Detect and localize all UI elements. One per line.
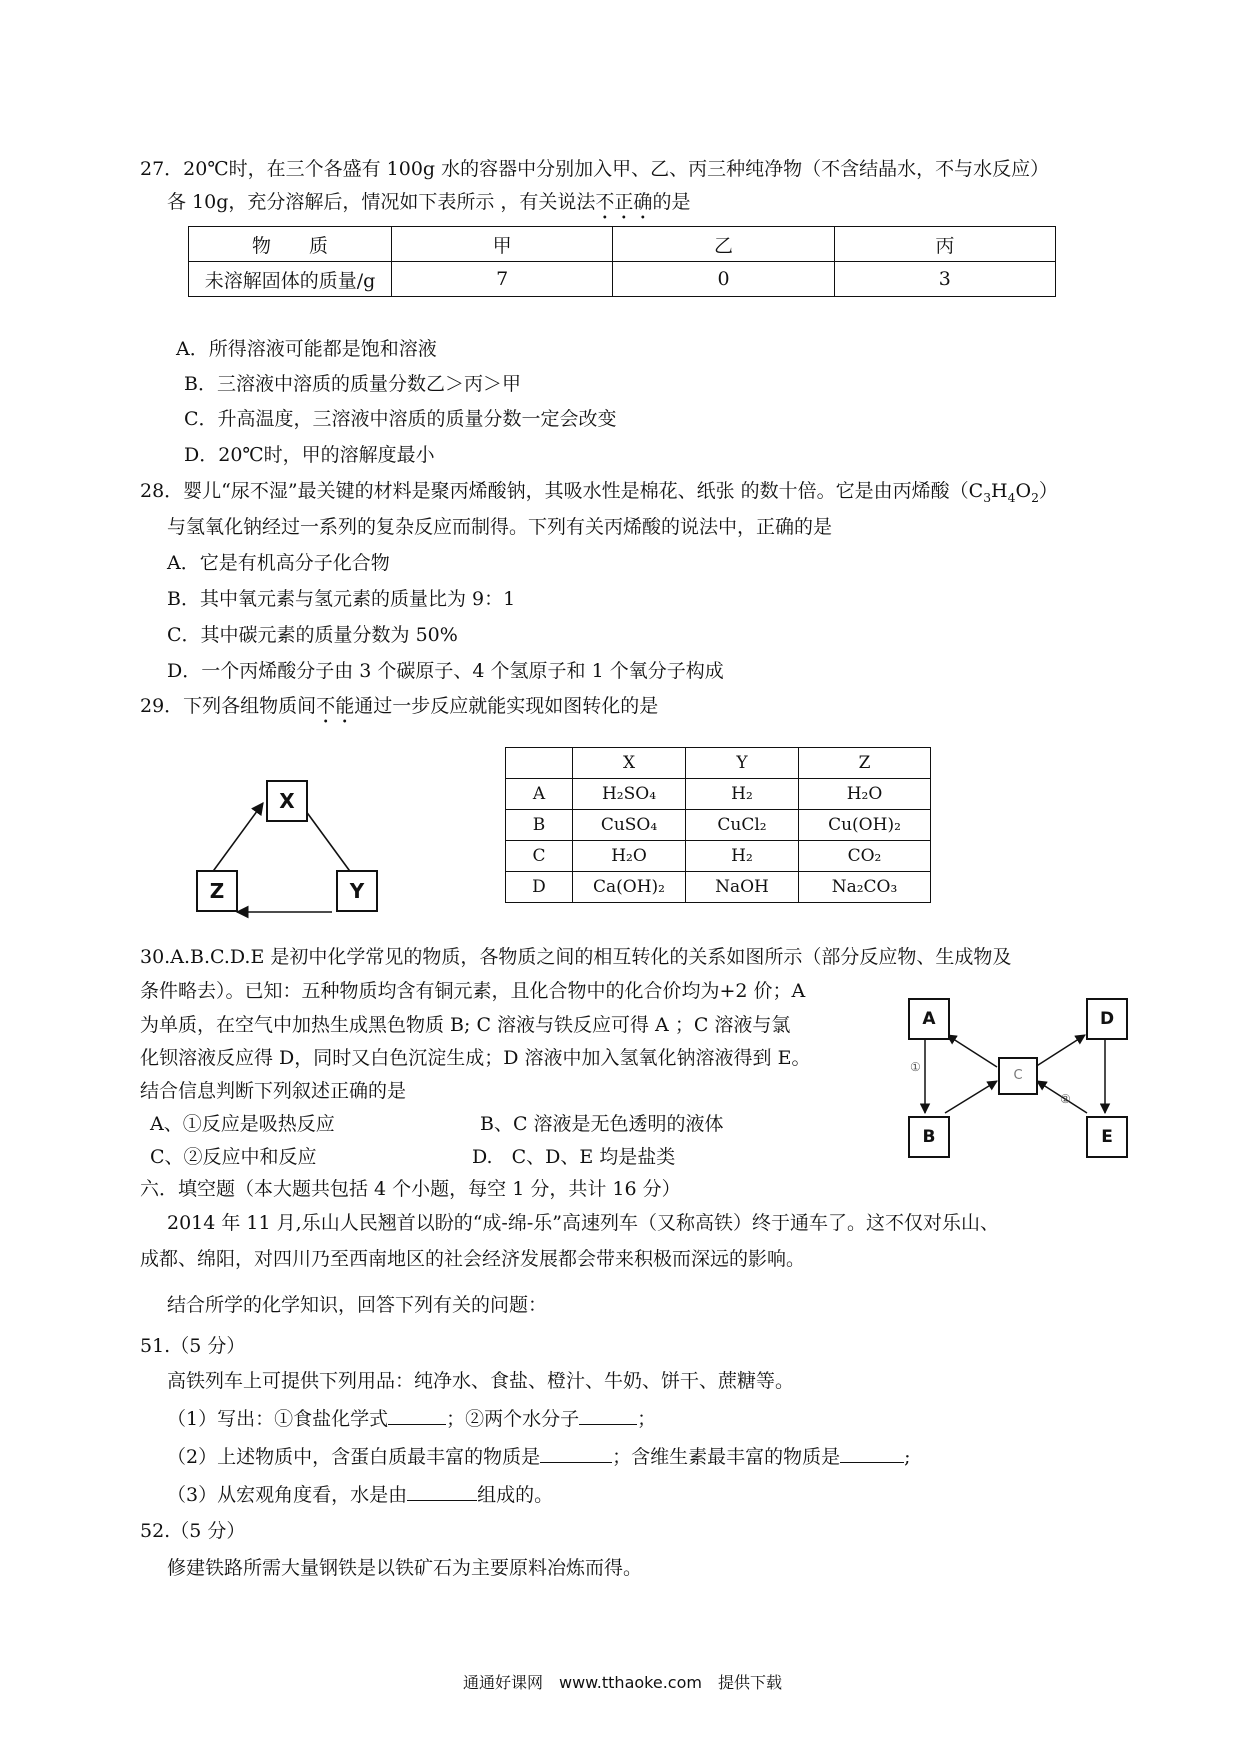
q51-part2-end: ;	[904, 1446, 911, 1468]
q51-part3-text: （3）从宏观角度看，水是由	[167, 1484, 408, 1506]
q27-stem-post: 的是	[652, 191, 691, 213]
answer-blank[interactable]	[388, 1406, 446, 1425]
table-cell: Cu(OH)₂	[799, 810, 931, 841]
node-a: A	[908, 998, 950, 1040]
q27-stem-pre: 各 10g，充分溶解后，情况如下表所示 ，有关说法	[167, 191, 596, 213]
q51-part1-text2: ；②两个水分子	[446, 1408, 580, 1430]
table-row	[189, 227, 1056, 262]
q30-stem-line3: 为单质，在空气中加热生成黑色物质 B; C 溶液与铁反应可得 A ；C 溶液与氯	[140, 1014, 791, 1036]
table-cell: CuCl₂	[686, 810, 799, 841]
table-cell: B	[506, 810, 573, 841]
q29-table	[505, 747, 931, 903]
table-cell: 0	[613, 262, 834, 297]
table-row	[506, 841, 931, 872]
table-cell: H₂SO₄	[573, 779, 686, 810]
q27-option-d: D．20℃时，甲的溶解度最小	[184, 444, 435, 466]
q30-option-d: D. C、D、E 均是盐类	[472, 1146, 676, 1168]
q27-stem-line2	[167, 191, 690, 224]
q27-option-b: B．三溶液中溶质的质量分数乙＞丙＞甲	[184, 373, 521, 395]
reaction-marker-2: ②	[1060, 1092, 1071, 1106]
q30-option-a: A、①反应是吸热反应	[150, 1113, 335, 1135]
table-row	[506, 872, 931, 903]
table-cell: Z	[799, 748, 931, 779]
q51-part1-text: （1）写出：①食盐化学式	[167, 1408, 389, 1430]
q30-stem-line2: 条件略去）。已知：五种物质均含有铜元素，且化合物中的化合价均为+2 价；A	[140, 980, 806, 1002]
page-footer: 通通好课网 www.tthaoke.com 提供下载	[463, 1673, 782, 1692]
table-cell: 丙	[834, 227, 1055, 262]
table-cell: Ca(OH)₂	[573, 872, 686, 903]
q30-stem-line1: 30.A.B.C.D.E 是初中化学常见的物质，各物质之间的相互转化的关系如图所示（部分反应物、生成物及	[140, 946, 1012, 968]
table-cell: Na₂CO₃	[799, 872, 931, 903]
section-intro-line2: 成都、绵阳，对四川乃至西南地区的社会经济发展都会带来积极而深远的影响。	[140, 1248, 806, 1270]
table-cell	[506, 748, 573, 779]
q27-option-c: C．升高温度，三溶液中溶质的质量分数一定会改变	[184, 408, 617, 430]
q30-stem-line4: 化钡溶液反应得 D，同时又白色沉淀生成；D 溶液中加入氢氧化钠溶液得到 E。	[140, 1047, 811, 1069]
formula-subscript: 2	[1031, 490, 1039, 505]
answer-blank[interactable]	[579, 1406, 637, 1425]
q29-stem-pre: 29．下列各组物质间	[140, 695, 317, 717]
q51-part1-end: ；	[637, 1408, 657, 1430]
node-c: C	[998, 1057, 1038, 1095]
arrow-b-to-c	[945, 1081, 997, 1113]
formula-element: O	[1015, 480, 1032, 502]
q52-heading: 52.（5 分）	[140, 1520, 246, 1542]
table-cell: H₂O	[573, 841, 686, 872]
table-row	[506, 748, 931, 779]
q52-stem: 修建铁路所需大量钢铁是以铁矿石为主要原料冶炼而得。	[167, 1557, 643, 1579]
q51-part2-text2: ；含维生素最丰富的物质是	[612, 1446, 841, 1468]
table-cell: A	[506, 779, 573, 810]
table-cell: 乙	[613, 227, 834, 262]
table-cell: D	[506, 872, 573, 903]
q27-table	[188, 226, 1056, 297]
q51-stem: 高铁列车上可提供下列用品：纯净水、食盐、橙汁、牛奶、饼干、蔗糖等。	[167, 1370, 795, 1392]
answer-blank[interactable]	[540, 1444, 612, 1463]
q28-stem-line1	[140, 480, 1058, 506]
node-b: B	[908, 1116, 950, 1158]
q30-stem-line5: 结合信息判断下列叙述正确的是	[140, 1080, 407, 1102]
q29-stem	[140, 695, 658, 728]
q28-stem-pre: 28．婴儿“尿不湿”最关键的材料是聚丙烯酸钠，其吸水性是棉花、纸张 的数十倍。它是由丙烯酸（C	[140, 480, 984, 502]
q29-stem-emphasis: 不能	[316, 695, 355, 717]
q28-stem-post: ）	[1038, 480, 1058, 502]
table-cell: CuSO₄	[573, 810, 686, 841]
q51-part2-text: （2）上述物质中，含蛋白质最丰富的物质是	[167, 1446, 541, 1468]
node-z: Z	[196, 870, 238, 912]
node-x: X	[266, 780, 308, 822]
table-row	[189, 262, 1056, 297]
formula-element: H	[991, 480, 1008, 502]
section-intro-line3: 结合所学的化学知识，回答下列有关的问题：	[167, 1294, 548, 1316]
table-cell: H₂	[686, 779, 799, 810]
q30-option-c: C、②反应中和反应	[150, 1146, 317, 1168]
table-row	[506, 810, 931, 841]
table-cell: 3	[834, 262, 1055, 297]
answer-blank[interactable]	[407, 1482, 477, 1501]
table-cell: 未溶解固体的质量/g	[189, 262, 392, 297]
q51-part3	[167, 1482, 553, 1507]
q51-part2	[167, 1444, 911, 1469]
table-cell: H₂	[686, 841, 799, 872]
q28-stem-line2: 与氢氧化钠经过一系列的复杂反应而制得。下列有关丙烯酸的说法中，正确的是	[167, 516, 833, 538]
q30-option-b: B、C 溶液是无色透明的液体	[480, 1113, 724, 1135]
section-intro-line1: 2014 年 11 月,乐山人民翘首以盼的“成-绵-乐”高速列车（又称高铁）终于通车了。这不仅对乐山、	[167, 1212, 999, 1234]
table-cell: C	[506, 841, 573, 872]
q51-heading: 51.（5 分）	[140, 1335, 246, 1357]
q29-stem-post: 通过一步反应就能实现如图转化的是	[354, 695, 659, 717]
node-y: Y	[336, 870, 378, 912]
q27-stem-emphasis: 不正确	[595, 191, 653, 213]
table-cell: X	[573, 748, 686, 779]
table-cell: NaOH	[686, 872, 799, 903]
reaction-marker-1: ①	[910, 1060, 921, 1074]
q28-option-c: C．其中碳元素的质量分数为 50%	[167, 624, 458, 646]
table-cell: H₂O	[799, 779, 931, 810]
q28-option-d: D．一个丙烯酸分子由 3 个碳原子、4 个氢原子和 1 个氧分子构成	[167, 660, 724, 682]
answer-blank[interactable]	[840, 1444, 904, 1463]
section-heading: 六．填空题（本大题共包括 4 个小题，每空 1 分，共计 16 分）	[140, 1178, 681, 1200]
q51-part1	[167, 1406, 656, 1431]
formula-subscript: 4	[1007, 490, 1016, 505]
arrow-c-to-a	[947, 1035, 997, 1067]
q28-option-a: A．它是有机高分子化合物	[167, 552, 390, 574]
node-e: E	[1086, 1116, 1128, 1158]
node-d: D	[1086, 998, 1128, 1040]
q28-option-b: B．其中氧元素与氢元素的质量比为 9：1	[167, 588, 516, 610]
table-cell: 7	[392, 262, 613, 297]
formula-subscript: 3	[983, 490, 992, 505]
table-cell: 甲	[392, 227, 613, 262]
q27-stem-line1: 27．20℃时，在三个各盛有 100g 水的容器中分别加入甲、乙、丙三种纯净物（不含结晶水，不与水反应）	[140, 158, 1050, 180]
q51-part3-end: 组成的。	[477, 1484, 554, 1506]
q27-option-a: A．所得溶液可能都是饱和溶液	[176, 338, 437, 360]
table-cell: CO₂	[799, 841, 931, 872]
table-row	[506, 779, 931, 810]
arrow-c-to-d	[1035, 1035, 1085, 1067]
table-cell: Y	[686, 748, 799, 779]
table-cell: 物 质	[189, 227, 392, 262]
